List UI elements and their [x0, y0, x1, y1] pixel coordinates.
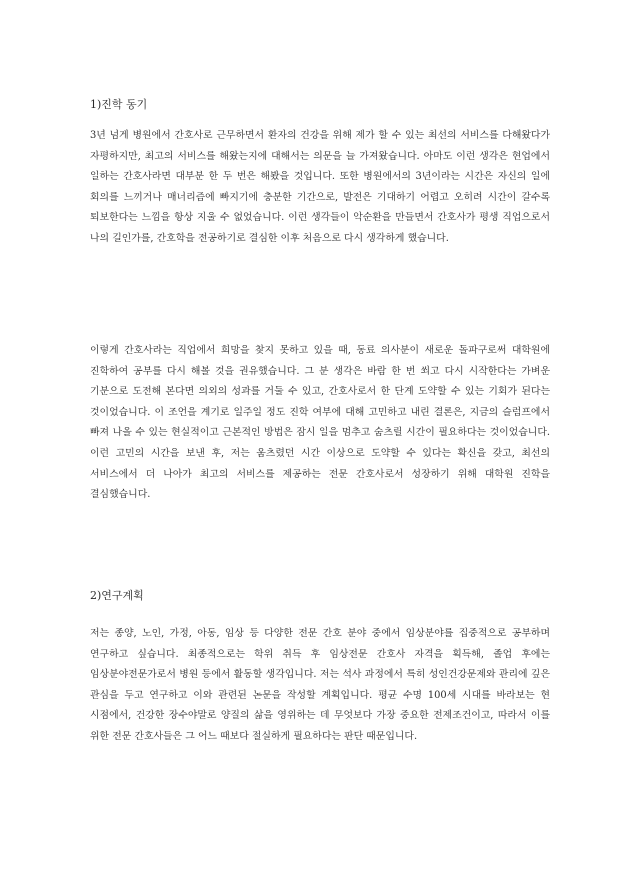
research-plan-paragraph: 저는 종양, 노인, 가정, 아동, 임상 등 다양한 전문 간호 분야 중에서 임상분야를 집중적으로 공부하며 연구하고 싶습니다. 최종적으로는 학위 취득 후 임상전문 간호사 자격을 획득해, 졸업 후에는 임상분야전문가로서 병원 등에서 활동할 생각입니다. 저는 석사 과정에서 특히 성인건강문제와 관리에 깊은 관심을 두고 연구하고 이와 관련된 논문을 작성할 계획입니다. 평균 수명 100세 시대를 바라보는 현 시점에서, 건강한 장수야말로 양질의 삶을 영위하는 데 무엇보다 가장 중요한 전제조건이고, 따라서 이를 위한 전문 간호사들은 그 어느 때보다 절실하게 필요하다는 판단 때문입니다.: [90, 628, 550, 742]
motivation-paragraph-1: 3년 넘게 병원에서 간호사로 근무하면서 환자의 건강을 위해 제가 할 수 있는 최선의 서비스를 다해왔다가 자평하지만, 최고의 서비스를 해왔는지에 대해서는 의문을 늘 가져왔습니다. 아마도 이런 생각은 현업에서 일하는 간호사라면 대부분 한 두 번은 해봤을 것입니다. 또한 병원에서의 3년이라는 시간은 자신의 일에 회의를 느끼거나 매너리즘에 빠지기에 충분한 기간으로, 발전은 기대하기 어렵고 오히려 시간이 갈수록 퇴보한다는 느낌을 항상 지울 수 없었습니다. 이런 생각들이 악순환을 만들면서 간호사가 평생 직업으로서 나의 길인가를, 간호학을 전공하기로 결심한 이후 처음으로 다시 생각하게 했습니다.: [90, 130, 550, 244]
section-heading-research-plan: 2)연구계획: [90, 589, 144, 602]
motivation-paragraph-2: 이렇게 간호사라는 직업에서 희망을 찾지 못하고 있을 때, 동료 의사분이 새로운 돌파구로써 대학원에 진학하여 공부를 다시 해볼 것을 권유했습니다. 그 분 생각은 바람 한 번 쐬고 다시 시작한다는 가벼운 기분으로 도전해 본다면 의외의 성과를 거둘 수 있고, 간호사로서 한 단계 도약할 수 있는 기회가 된다는 것이었습니다. 이 조언을 계기로 일주일 정도 진학 여부에 대해 고민하고 내린 결론은, 지금의 슬럼프에서 빠져 나올 수 있는 현실적이고 근본적인 방법은 잠시 일을 멈추고 숨츠릴 시간이 필요하다는 것이었습니다. 이런 고민의 시간을 보낸 후, 저는 움츠렸던 시간 이상으로 도약할 수 있다는 확신을 갖고, 최선의 서비스에서 더 나아가 최고의 서비스를 제공하는 전문 간호사로서 성장하기 위해 대학원 진학을 결심했습니다.: [90, 345, 550, 501]
section-heading-motivation: 1)진학 동기: [90, 98, 148, 111]
